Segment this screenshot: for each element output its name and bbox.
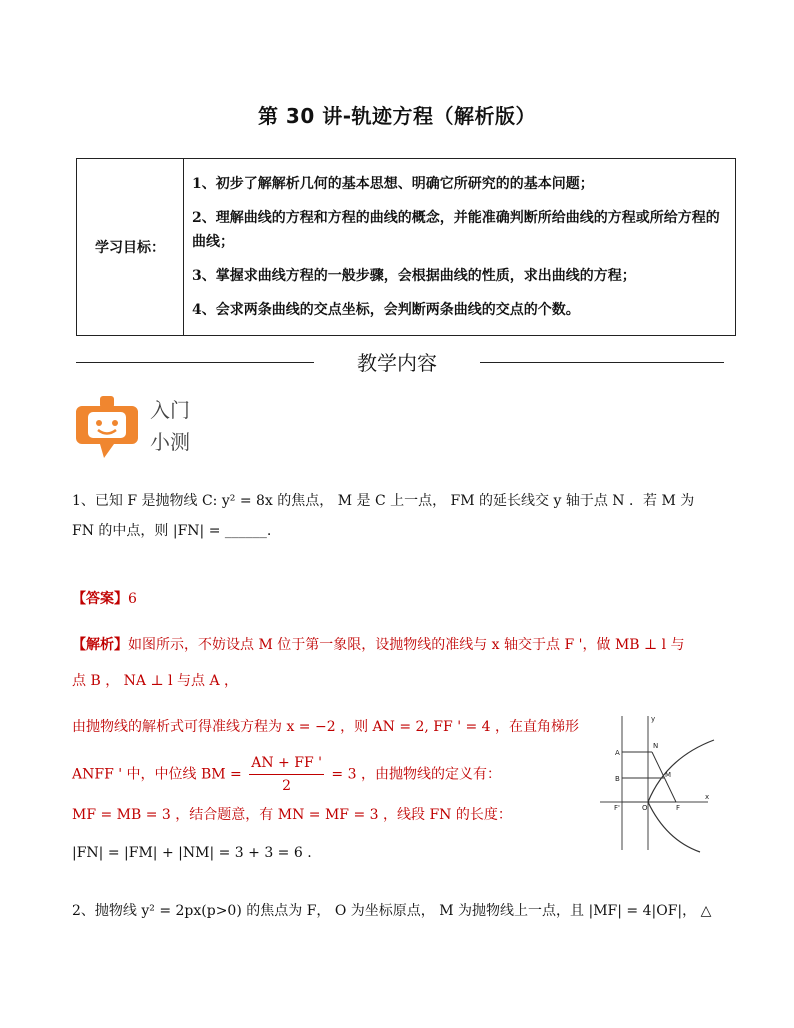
goals-label: 学习目标： — [77, 159, 184, 336]
page-title: 第 30 讲-轨迹方程（解析版） — [257, 104, 537, 128]
goal-item: 4、会求两条曲线的交点坐标，会判断两条曲线的交点的个数。 — [192, 302, 580, 318]
fraction-numerator: AN + FF ' — [249, 752, 324, 775]
robot-icon — [74, 392, 140, 464]
question-1-line-1: 1、已知 F 是抛物线 C: y² = 8x 的焦点， M 是 C 上一点， FM 的延长线交 y 轴于点 N ．若 M 为 — [72, 493, 695, 509]
section-title: 教学内容 — [357, 351, 437, 375]
analysis-line-6: |FN| = |FM| + |NM| = 3 + 3 = 6 . — [72, 845, 312, 861]
learning-goals-table — [76, 158, 736, 336]
segment-nf — [652, 752, 676, 802]
analysis-line-4: ANFF ' 中，中位线 BM = $\frac{AN + FF '}{2}$ = 3 ，由抛物线的定义有： — [72, 752, 592, 797]
label-f: F — [676, 804, 681, 812]
label-o: O — [642, 804, 648, 812]
label-y: y — [651, 715, 656, 723]
question-2: 2、抛物线 y² = 2px(p>0) 的焦点为 F， O 为坐标原点， M 为抛物线上一点，且 |MF| = 4|OF|， △ — [72, 903, 712, 919]
goals-list — [184, 159, 736, 336]
answer-value: 6 — [128, 591, 137, 607]
question-1-line-2: FN 的中点，则 |FN| = ______. — [72, 523, 272, 539]
label-f-prime: F' — [614, 804, 620, 812]
goal-item: 2、理解曲线的方程和方程的曲线的概念，并能准确判断所给曲线的方程或所给方程的曲线； — [192, 210, 720, 250]
goal-item: 1、初步了解解析几何的基本思想、明确它所研究的的基本问题； — [192, 176, 594, 192]
label-b: B — [615, 775, 620, 783]
entry-quiz-label: 入门 小测 — [150, 398, 190, 454]
label-n: N — [653, 742, 659, 750]
analysis-line-5: MF = MB = 3 ，结合题意，有 MN = MF = 3 ，线段 FN 的长度： — [72, 807, 512, 823]
analysis-line-2: 点 B ， NA ⊥ l 与点 A ， — [72, 673, 239, 689]
answer-line — [72, 584, 732, 614]
label-x: x — [705, 793, 710, 801]
analysis-tag: 【解析】 — [72, 637, 128, 653]
section-rule-right — [480, 362, 724, 363]
fraction-denominator: 2 — [282, 778, 292, 794]
label-m: M — [665, 771, 672, 779]
question-1 — [72, 486, 732, 546]
analysis-line-1: 如图所示，不妨设点 M 位于第一象限，设抛物线的准线与 x 轴交于点 F '，做 MB ⊥ l 与 — [128, 637, 685, 653]
goal-item: 3、掌握求曲线方程的一般步骤，会根据曲线的性质，求出曲线的方程； — [192, 268, 636, 284]
parabola-figure — [596, 712, 720, 854]
answer-tag: 【答案】 — [72, 591, 128, 607]
analysis-block — [72, 630, 732, 696]
analysis-line-3: 由抛物线的解析式可得准线方程为 x = −2 ，则 AN = 2, FF ' = 4 ，在直角梯形 — [72, 719, 580, 735]
label-a: A — [615, 749, 620, 757]
